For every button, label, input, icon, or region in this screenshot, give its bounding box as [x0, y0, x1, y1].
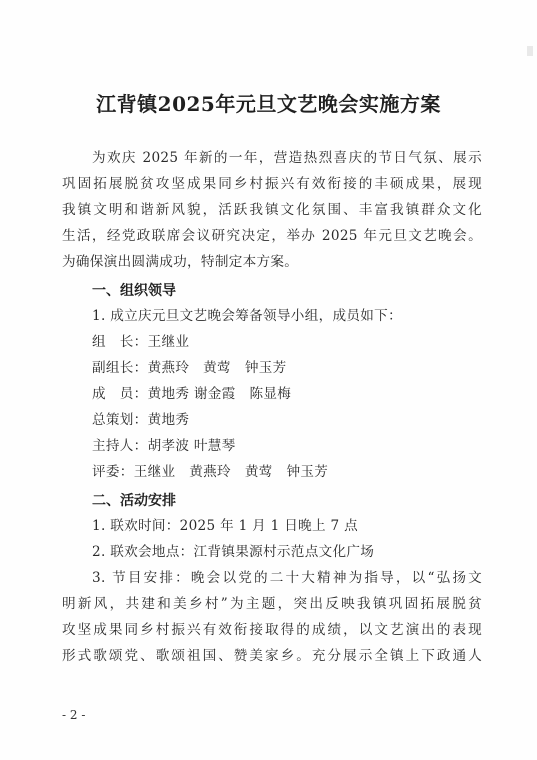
- member-names: 王继业: [147, 334, 190, 350]
- intro-line-2: [62, 172, 482, 197]
- member-names: 黄燕玲 黄莺 钟玉芳: [147, 360, 287, 376]
- member-role: 副组长：: [92, 360, 148, 376]
- page-number: - 2 -: [62, 708, 86, 722]
- member-role: 主持人：: [92, 438, 148, 454]
- section-heading-organization: 一、组织领导: [92, 283, 176, 299]
- intro-line-4: [62, 224, 482, 249]
- intro-line-2-text: 巩固拓展脱贫攻坚成果同乡村振兴有效衔接的丰硕成果，展现: [62, 176, 482, 192]
- section2-item2: 2. 联欢会地点：江背镇果源村示范点文化广场: [92, 544, 375, 560]
- member-names: 黄地秀 谢金霞 陈显梅: [147, 386, 292, 402]
- member-names: 胡孝波 叶慧琴: [147, 438, 236, 454]
- intro-line-5: [62, 250, 298, 275]
- section2-item3-line-2-text: 明新风，共建和美乡村”为主题，突出反映我镇巩固拓展脱贫: [62, 596, 482, 612]
- intro-line-3: [62, 198, 482, 223]
- member-row-leader: [92, 330, 189, 355]
- section2-item3-line-3-text: 攻坚成果同乡村振兴有效衔接取得的成绩，以文艺演出的表现: [62, 622, 482, 638]
- member-role: 成 员：: [92, 386, 148, 402]
- member-row-judges: [92, 460, 328, 485]
- section2-item3-line-2: [62, 592, 482, 617]
- section2-item3-line-1: [92, 566, 482, 591]
- intro-line-5-text: 为确保演出圆满成功，特制定本方案。: [62, 254, 299, 270]
- scan-margin-mark: [527, 46, 533, 56]
- section-heading-arrangement: 二、活动安排: [92, 493, 176, 509]
- section2-item3-line-4: [62, 644, 482, 669]
- section2-item3-line-3: [62, 618, 482, 643]
- intro-line-1-text: 为欢庆 2025 年新的一年，营造热烈喜庆的节日气氛、展示: [92, 150, 482, 166]
- member-row-members: [92, 382, 291, 407]
- member-role: 组 长：: [92, 334, 148, 350]
- section2-item1: 1. 联欢时间：2025 年 1 月 1 日晚上 7 点: [92, 518, 359, 534]
- member-names: 黄地秀: [147, 412, 190, 428]
- section1-item1: 1. 成立庆元旦文艺晚会筹备领导小组，成员如下：: [92, 308, 402, 324]
- member-names: 王继业 黄燕玲 黄莺 钟玉芳: [133, 464, 329, 480]
- section2-item3-line-1-text: 3. 节目安排：晚会以党的二十大精神为指导，以“弘扬文: [92, 570, 482, 586]
- intro-line-1: [92, 146, 482, 171]
- member-row-planner: [92, 408, 189, 433]
- member-row-host: [92, 434, 236, 459]
- intro-line-4-text: 生活，经党政联席会议研究决定，举办 2025 年元旦文艺晚会。: [62, 228, 482, 244]
- intro-line-3-text: 我镇文明和谐新风貌，活跃我镇文化氛围、丰富我镇群众文化: [62, 202, 482, 218]
- document-title: 江背镇2025年元旦文艺晚会实施方案: [96, 92, 441, 116]
- section2-item3-line-4-text: 形式歌颂党、歌颂祖国、赞美家乡。充分展示全镇上下政通人: [62, 648, 482, 664]
- member-role: 评委：: [92, 464, 134, 480]
- member-row-deputy: [92, 356, 287, 381]
- member-role: 总策划：: [92, 412, 148, 428]
